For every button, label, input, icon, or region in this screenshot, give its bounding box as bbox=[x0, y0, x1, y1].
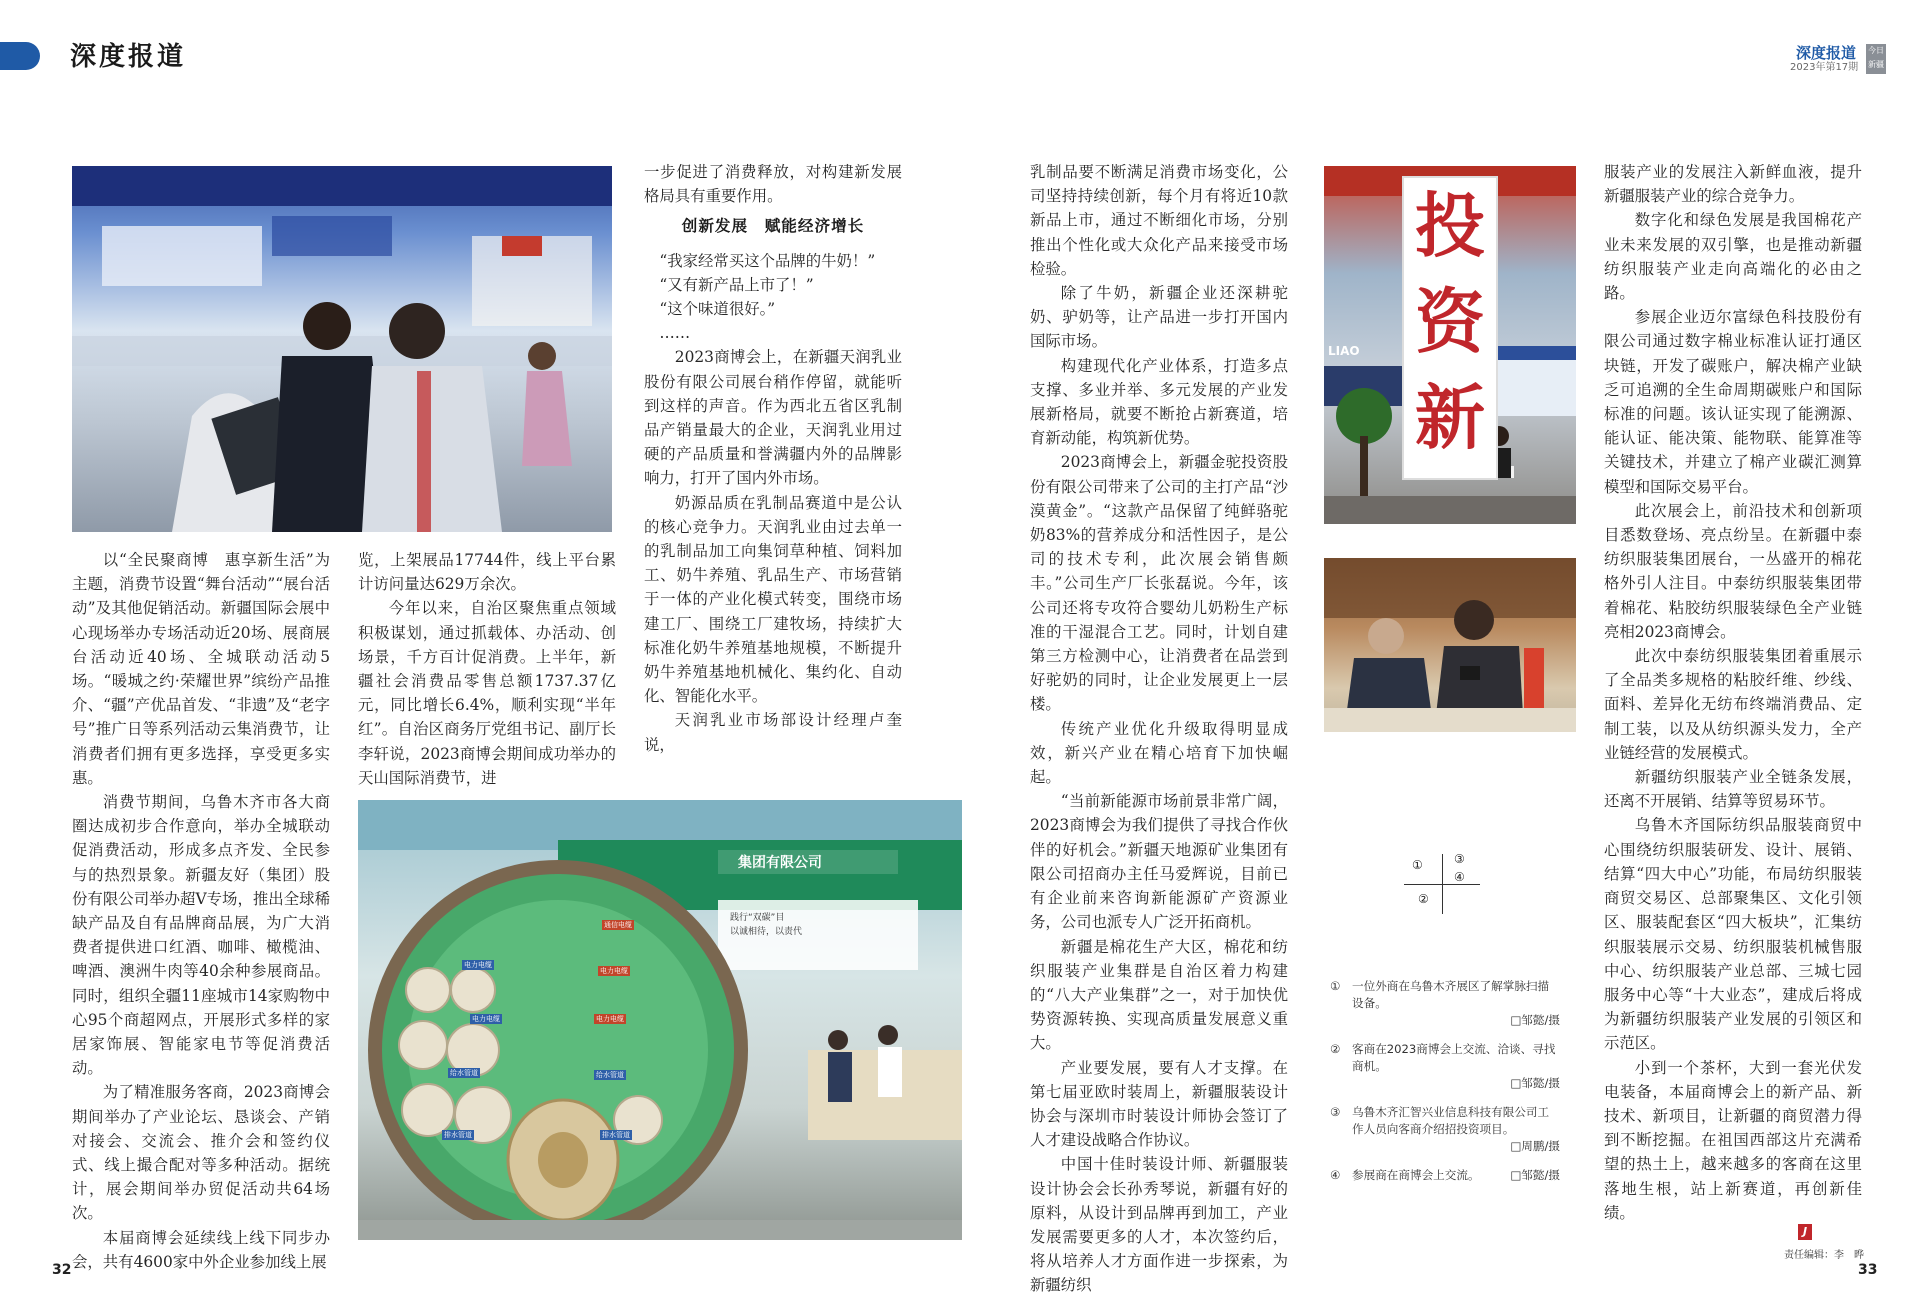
caption-text: 乌鲁木齐汇智兴业信息科技有限公司工作人员向客商介绍招投资项目。 bbox=[1352, 1105, 1550, 1136]
pipe-label: 电力电缆 bbox=[600, 967, 628, 975]
sign-char: 资 bbox=[1415, 280, 1485, 363]
paragraph: 构建现代化产业体系，打造多点支撑、多业并举、多元发展的产业发展新格局，就要不断抢占新赛道，培育新动能，构筑新优势。 bbox=[1030, 356, 1288, 448]
pipe-label: 给水管道 bbox=[596, 1071, 624, 1079]
caption-credit: □邹懿/摄 bbox=[1510, 1168, 1560, 1182]
editor-credit: 责任编辑：李 晔 bbox=[1784, 1250, 1864, 1261]
diagram-num: ① bbox=[1412, 858, 1423, 872]
caption-item bbox=[1330, 1041, 1560, 1092]
pipe-label: 通信电缆 bbox=[604, 921, 632, 929]
caption-credit: □周鹏/摄 bbox=[1510, 1139, 1560, 1153]
caption-credit: □邹懿/摄 bbox=[1510, 1013, 1560, 1027]
paragraph: 消费节期间，乌鲁木齐市各大商圈达成初步合作意向，举办全城联动促消费活动，形成多点齐发、全民参与的热烈景象。新疆友好（集团）股份有限公司举办超V专场，推出全球稀缺产品及自有品牌商品展，为广大消费者提供进口红酒、咖啡、橄榄油、啤酒、澳洲牛肉等40余种参展商品。同时，组织全疆11座城市14家购物中心95个商超网点，开展形式多样的家居家饰展、智能家电节等促消费活动。 bbox=[72, 793, 330, 1078]
sign-char: 投 bbox=[1415, 184, 1485, 267]
paragraph: 奶源品质在乳制品赛道中是公认的核心竞争力。天润乳业由过去单一的乳制品加工向集饲草种植、饲料加工、奶牛养殖、乳品生产、市场营销于一体的产业化模式转变，围绕市场建工厂、围绕工厂建牧场，持续扩大标准化奶牛养殖基地规模，不断提升奶牛养殖基地机械化、集约化、自动化、智能化水平。 bbox=[644, 493, 902, 706]
photo-exhibitors-talking bbox=[1324, 558, 1576, 732]
caption-credit: □邹懿/摄 bbox=[1510, 1076, 1560, 1090]
company-sign: 集团有限公司 bbox=[738, 855, 822, 871]
caption-num: ① bbox=[1330, 979, 1341, 993]
article-column-2 bbox=[358, 548, 616, 790]
article-column-1 bbox=[72, 548, 330, 1274]
photo-exhibitors-art bbox=[1324, 558, 1576, 732]
pipe-label: 排水管道 bbox=[444, 1131, 472, 1139]
diagram-num: ② bbox=[1418, 892, 1429, 906]
caption-text: 一位外商在乌鲁木齐展区了解掌脉扫描设备。 bbox=[1352, 979, 1550, 1010]
badge-bottom: 新疆 bbox=[1868, 60, 1884, 69]
magazine-badge bbox=[1866, 44, 1886, 74]
caption-item bbox=[1330, 1167, 1560, 1184]
paragraph: 产业要发展，要有人才支撑。在第七届亚欧时装周上，新疆服装设计协会与深圳市时装设计师协会签订了人才建设战略合作协议。 bbox=[1030, 1058, 1288, 1150]
paragraph: 天润乳业市场部设计经理卢奎说， bbox=[644, 711, 902, 754]
caption-text: 参展商在商博会上交流。 bbox=[1352, 1168, 1480, 1182]
page-number-right: 33 bbox=[1858, 1262, 1878, 1278]
quote-line: “又有新产品上市了！” bbox=[659, 275, 814, 294]
slogan-line: 以诚相待，以责代 bbox=[730, 927, 803, 937]
paragraph: 参展企业迈尔富绿色科技股份有限公司通过数字棉业标准认证打通区块链，开发了碳账户，解决棉产业缺乏可追溯的全生命周期碳账户和国际标准的问题。该认证实现了能溯源、能认证、能决策、能物联、能算准等关键技术，并建立了棉产业碳汇测算模型和国际交易平台。 bbox=[1604, 308, 1862, 496]
paragraph: 新疆是棉花生产大区，棉花和纺织服装产业集群是自治区着力构建的“八大产业集群”之一，对于加快优势资源转换、实现高质量发展意义重大。 bbox=[1030, 937, 1288, 1053]
photo-captions bbox=[1330, 978, 1560, 1196]
caption-item bbox=[1330, 978, 1560, 1029]
end-mark: J bbox=[1798, 1224, 1812, 1240]
issue-number: 2023年第17期 bbox=[1790, 62, 1859, 73]
pipe-label: 电力电缆 bbox=[596, 1015, 624, 1023]
paragraph: 中国十佳时装设计师、新疆服装设计协会会长孙秀琴说，新疆有好的原料，从设计到品牌再到加工，产业发展需要更多的人才，本次签约后，将从培养人才方面作进一步探索，为新疆纺织 bbox=[1030, 1155, 1288, 1295]
photo-utility-tunnel-model bbox=[358, 800, 962, 1240]
section-tab-marker bbox=[0, 42, 40, 70]
paragraph: 除了牛奶，新疆企业还深耕驼奶、驴奶等，让产品进一步打开国内国际市场。 bbox=[1030, 284, 1288, 351]
paragraph: 以“全民聚商博 惠享新生活”为主题，消费节设置“舞台活动”“展台活动”及其他促销活动。新疆国际会展中心现场举办专场活动近20场、展商展台活动近40场、全城联动活动5场。“暖城之约·荣耀世界”缤纷产品推介、“疆”产优品首发、“非遗”及“老字号”推广日等系列活动云集消费节，让消费者们拥有更多选择，享受更多实惠。 bbox=[72, 551, 330, 787]
article-column-4 bbox=[1030, 160, 1288, 1298]
caption-text: 客商在2023商博会上交流、洽谈、寻找商机。 bbox=[1352, 1042, 1556, 1073]
paragraph: 览，上架展品17744件，线上平台累计访问量达629万余次。 bbox=[358, 551, 616, 594]
quote-line: “我家经常买这个品牌的牛奶！” bbox=[659, 251, 876, 270]
article-column-3 bbox=[644, 160, 902, 757]
caption-num: ③ bbox=[1330, 1105, 1341, 1119]
paragraph: 今年以来，自治区聚焦重点领域积极谋划，通过抓载体、办活动、创场景，千方百计促消费。上半年，新疆社会消费品零售总额1737.37亿元，同比增长6.4%，顺利实现“半年红”。自治区商务厅党组书记、副厅长李轩说，2023商博会期间成功举办的天山国际消费节，进 bbox=[358, 599, 616, 787]
paragraph: 此次展会上，前沿技术和创新项目悉数登场、亮点纷呈。在新疆中泰纺织服装集团展台，一丛盛开的棉花格外引人注目。中泰纺织服装集团带着棉花、粘胶纺织服装绿色全产业链亮相2023商博会。 bbox=[1604, 501, 1862, 641]
page-number-left: 32 bbox=[52, 1262, 72, 1278]
badge-top: 今日 bbox=[1868, 46, 1884, 55]
paragraph: 小到一个茶杯，大到一套光伏发电装备，本届商博会上的新产品、新技术、新项目，让新疆的商贸潜力得到不断挖掘。在祖国西部这片充满希望的热土上，越来越多的客商在这里落地生根，站上新赛道，再创新佳绩。 bbox=[1604, 1058, 1862, 1222]
photo-investment-booth bbox=[1324, 166, 1576, 524]
article-column-6 bbox=[1604, 160, 1862, 1225]
paragraph: 2023商博会上，在新疆天润乳业股份有限公司展台稍作停留，就能听到这样的声音。作为西北五省区乳制品产销量最大的企业，天润乳业用过硬的产品质量和誉满疆内外的品牌影响力，打开了国内外市场。 bbox=[644, 348, 902, 488]
paragraph: 为了精准服务客商，2023商博会期间举办了产业论坛、恳谈会、产销对接会、交流会、推介会和签约仪式、线上撮合配对等多种活动。据统计，展会期间举办贸促活动共64场次。 bbox=[72, 1083, 330, 1223]
paragraph: 一步促进了消费释放，对构建新发展格局具有重要作用。 bbox=[644, 163, 902, 206]
photo-visitor-kiosk bbox=[72, 166, 612, 532]
diagram-num: ③ bbox=[1454, 852, 1465, 866]
paragraph: 传统产业优化升级取得明显成效，新兴产业在精心培育下加快崛起。 bbox=[1030, 719, 1288, 787]
quote-line: “这个味道很好。” bbox=[659, 300, 776, 319]
paragraph: 2023商博会上，新疆金驼投资股份有限公司带来了公司的主打产品“沙漠黄金”。“这款产品保留了纯鲜骆驼奶83%的营养成分和活性因子，是公司的技术专利，此次展会销售颇丰。”公司生产厂长张磊说。今年，该公司还将专攻符合婴幼儿奶粉生产标准的干湿混合工艺。同时，计划自建第三方检测中心，让消费者在品尝到好驼奶的同时，让企业发展更上一层楼。 bbox=[1030, 453, 1288, 714]
photo-visitor-kiosk-art bbox=[72, 166, 612, 532]
caption-num: ④ bbox=[1330, 1168, 1341, 1182]
section-title-left: 深度报道 bbox=[70, 42, 187, 72]
quote-line: …… bbox=[659, 324, 691, 343]
sign-char: 新 bbox=[1415, 376, 1485, 459]
pipe-label: 电力电缆 bbox=[472, 1015, 500, 1023]
pipe-label: 电力电缆 bbox=[464, 961, 492, 969]
paragraph: 服装产业的发展注入新鲜血液，提升新疆服装产业的综合竞争力。 bbox=[1604, 163, 1862, 206]
paragraph: 新疆纺织服装产业全链条发展，还离不开展销、结算等贸易环节。 bbox=[1604, 768, 1862, 811]
photo-utility-tunnel-art bbox=[358, 800, 962, 1240]
caption-num: ② bbox=[1330, 1042, 1341, 1056]
diagram-num: ④ bbox=[1454, 870, 1465, 884]
slogan-line: 践行“双碳”目 bbox=[730, 913, 785, 923]
paragraph: 数字化和绿色发展是我国棉花产业未来发展的双引擎，也是推动新疆纺织服装产业走向高端化的必由之路。 bbox=[1604, 211, 1862, 303]
investment-sign-column bbox=[1402, 176, 1498, 480]
section-title-right: 深度报道 bbox=[1796, 44, 1857, 62]
caption-item bbox=[1330, 1104, 1560, 1155]
diagram-horizontal-line bbox=[1404, 884, 1480, 885]
subheading: 创新发展 赋能经济增长 bbox=[681, 217, 865, 236]
photo-position-diagram bbox=[1404, 854, 1480, 914]
banner-text: LIAO bbox=[1328, 344, 1360, 358]
paragraph: 乌鲁木齐国际纺织品服装商贸中心围绕纺织服装研发、设计、展销、结算“四大中心”功能，布局纺织服装商贸交易区、总部聚集区、文化引领区、服装配套区“四大板块”，汇集纺织服装展示交易、纺织服装机械售服中心、纺织服装产业总部、三城七园服务中心等“十大业态”，建成后将成为新疆纺织服装产业发展的引领区和示范区。 bbox=[1604, 816, 1862, 1053]
paragraph: 此次中泰纺织服装集团着重展示了全品类多规格的粘胶纤维、纱线、面料、差异化无纺布终端消费品、定制工装，以及从纺织源头发力，全产业链经营的发展模式。 bbox=[1604, 647, 1862, 762]
pipe-label: 排水管道 bbox=[602, 1131, 630, 1139]
paragraph: 乳制品要不断满足消费市场变化，公司坚持持续创新，每个月有将近10款新品上市，通过不断细化市场，分别推出个性化或大众化产品来接受市场检验。 bbox=[1030, 163, 1288, 278]
paragraph: “当前新能源市场前景非常广阔，2023商博会为我们提供了寻找合作伙伴的好机会。”新疆天地源矿业集团有限公司招商办主任马爱辉说，目前已有企业前来咨询新能源矿产资源业务，公司也派专人广泛开拓商机。 bbox=[1030, 792, 1288, 932]
pipe-label: 给水管道 bbox=[450, 1069, 478, 1077]
paragraph: 本届商博会延续线上线下同步办会，共有4600家中外企业参加线上展 bbox=[72, 1228, 330, 1271]
